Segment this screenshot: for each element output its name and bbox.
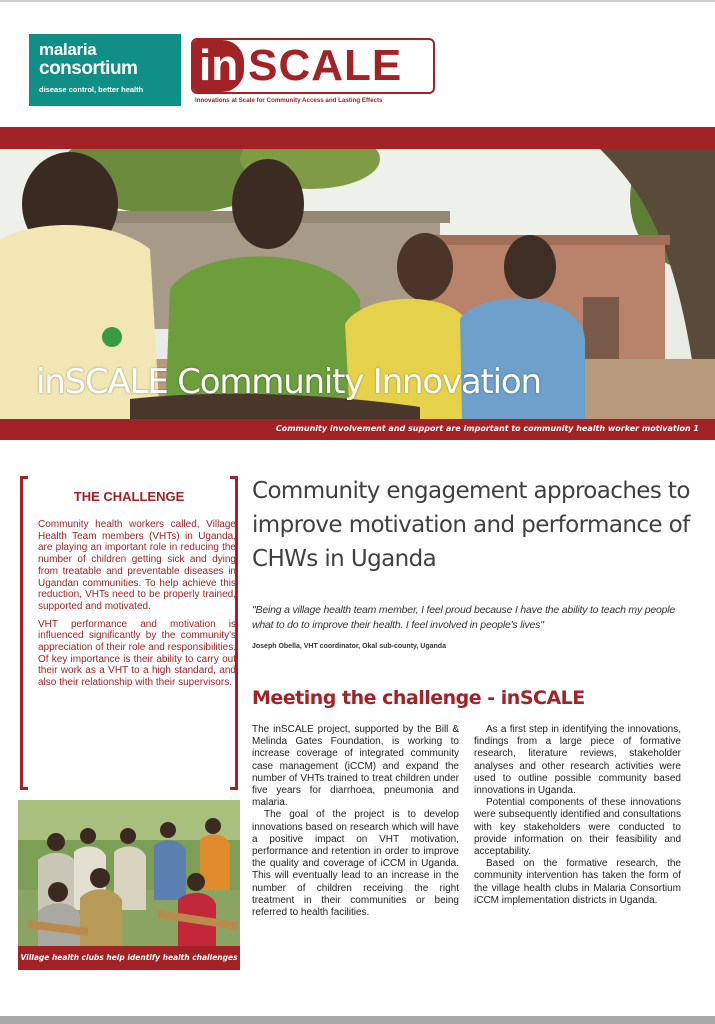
inscale-logo-in: in [193,40,244,92]
section-heading: Meeting the challenge - inSCALE [252,687,585,709]
mc-logo-line2: consortium [39,58,138,79]
hero-title: inSCALE Community Innovation [36,362,541,402]
challenge-paragraph: VHT performance and motivation is influenced significantly by the community's appreciation of their role and responsibilities. Of key importance is their ability to carry out their work as a VHT to a high standard, and also their relationship with their supervisors. [38,618,236,689]
body-paragraph: The inSCALE project, supported by the Bill & Melinda Gates Foundation, is working to increase coverage of integrated community case management (iCCM) and expand the number of VHTs trained to treat children under five years for diarrhoea, pneumonia and malaria. [252,724,459,809]
mc-logo-tagline: disease control, better health [39,85,144,94]
inscale-logo [191,38,435,94]
hero-caption-band [0,419,715,440]
challenge-heading: THE CHALLENGE [73,489,185,504]
body-paragraph: Based on the formative research, the community intervention has taken the form of the village health clubs in Malaria Consortium iCCM implementation districts in Uganda. [474,858,681,906]
challenge-paragraph: Community health workers called, Village Health Team members (VHTs) in Uganda, are playing an important role in reducing the number of children getting sick and dying from treatable and preventable diseases in Ugandan communities. To help achieve this reduction, VHTs need to be properly trained, supported and motivated. [38,519,236,612]
bottom-rule [0,1016,715,1024]
side-photo-caption: Village health clubs help identify health challenges [18,946,240,970]
body-paragraph: Potential components of these innovations were subsequently identified and consultations with key stakeholders were conducted to provide information on their feasibility and acceptability. [474,797,681,858]
quote-source: Joseph Obella, VHT coordinator, Okal sub-county, Uganda [252,643,446,650]
article-headline: Community engagement approaches to improve motivation and performance of CHWs in Uganda [252,478,690,572]
challenge-box [20,476,238,790]
body-paragraph: As a first step in identifying the innovations, findings from a large piece of formative research, literature reviews, stakeholder analyses and other research activities were used to outline possible community based innovations in Uganda. [474,724,681,797]
village-health-club-illustration [18,800,240,946]
article-quote: "Being a village health team member, I feel proud because I have the ability to teach my people what to do to improve their health. I feel involved in people's lives" [252,604,676,631]
inscale-logo-scale: SCALE [248,41,403,90]
top-rule [0,0,715,2]
malaria-consortium-logo [29,34,181,106]
body-paragraph: The goal of the project is to develop innovations based on research which will have a positive impact on VHT motivation, performance and retention in order to improve the quality and coverage of iCCM in Uganda. This will eventually lead to an increase in the number of children receiving the right treatment in their communities or being referred to health facilities. [252,809,459,919]
mc-logo-line1: malaria [39,40,97,59]
challenge-left-bracket [20,476,28,790]
village-health-club-photo [18,800,240,946]
hero-caption: Community involvement and support are important to community health worker motivation 1 [275,424,699,433]
challenge-text [38,519,236,689]
inscale-tagline: Innovations at Scale for Community Access and Lasting Effects [195,97,383,104]
header-red-band [0,127,715,149]
body-column-1 [252,724,459,919]
body-column-2 [474,724,681,907]
